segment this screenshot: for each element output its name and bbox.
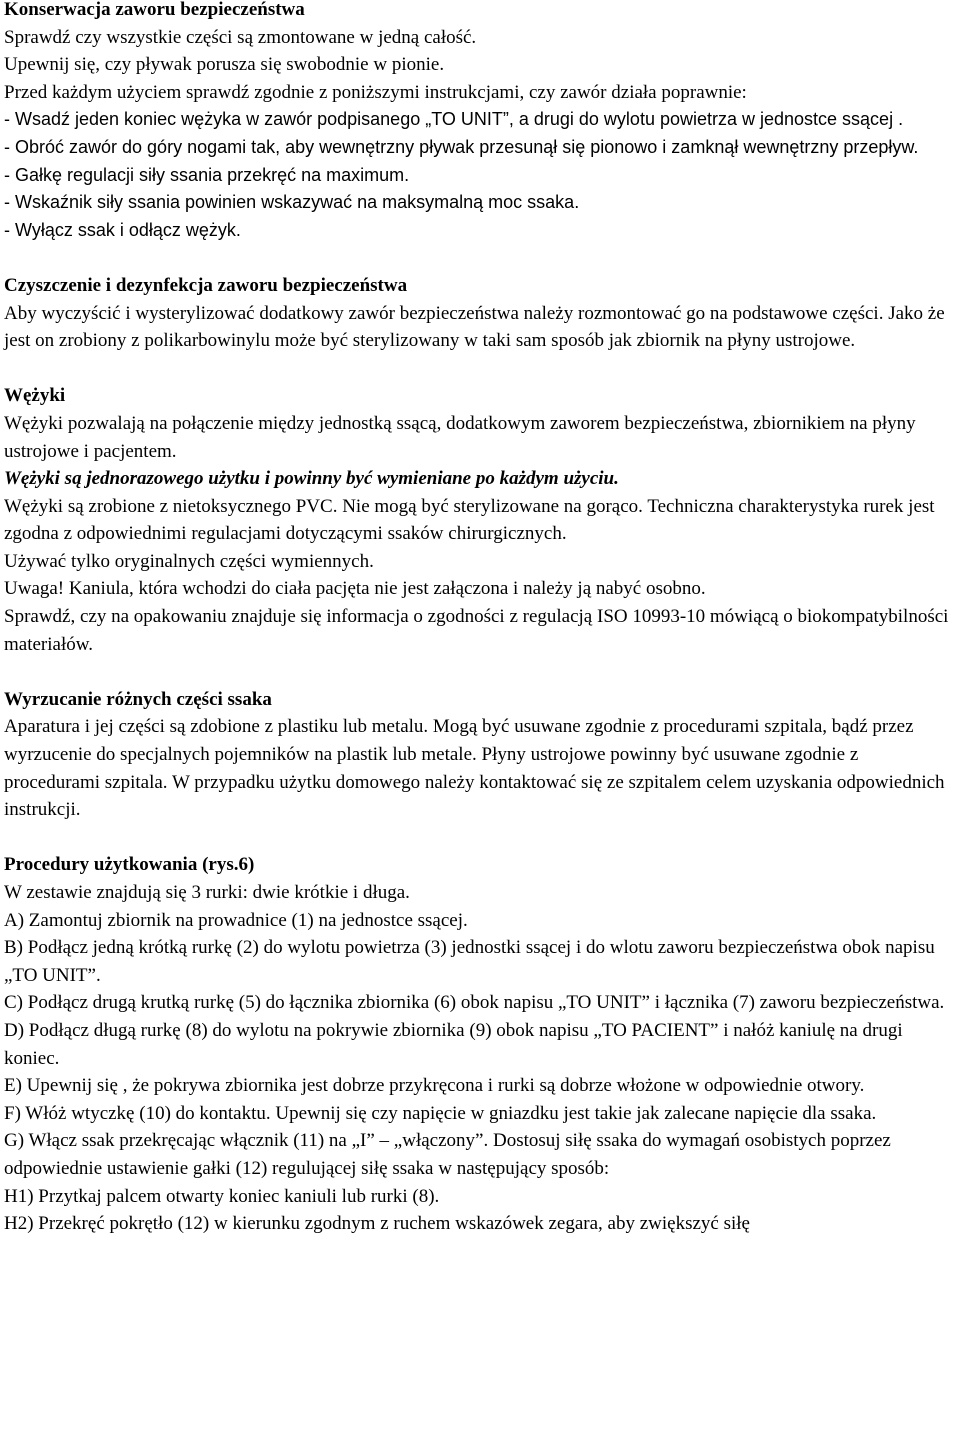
list-item: C) Podłącz drugą krutką rurkę (5) do łącznika zbiornika (6) obok napisu „TO UNIT” i łącznika (7) zaworu bezpieczeństwa. [4,992,945,1014]
paragraph-gap [4,244,954,272]
paragraph-gap [4,355,954,383]
section-czyszczenie [4,272,954,355]
list-item: A) Zamontuj zbiornik na prowadnice (1) na jednostce ssącej. [4,909,468,931]
paragraph-gap [4,824,954,852]
section-heading: Wężyki [4,385,66,407]
list-item: D) Podłącz długą rurkę (8) do wylotu na pokrywie zbiornika (9) obok napisu „TO PACIENT” i nałóż kaniulę na drugi koniec. [4,1019,903,1069]
paragraph: Wężyki są zrobione z nietoksycznego PVC. Nie mogą być sterylizowane na gorąco. Techniczna charakterystyka rurek jest zgodna z odpowiednimi regulacjami dotyczącymi ssaków chirurgicznych. [4,495,935,545]
text-line: - Obróć zawór do góry nogami tak, aby wewnętrzny pływak przesunął się pionowo i zamknął wewnętrzny przepływ. [4,136,919,157]
list-item: F) Włóż wtyczkę (10) do kontaktu. Upewnij się czy napięcie w gniazdku jest takie jak zalecane napięcie dla ssaka. [4,1102,877,1124]
section-heading: Czyszczenie i dezynfekcja zaworu bezpieczeństwa [4,274,408,296]
list-item: H2) Przekręć pokrętło (12) w kierunku zgodnym z ruchem wskazówek zegara, aby zwiększyć siłę [4,1213,750,1235]
section-wezyki [4,382,954,658]
text-line: Sprawdź czy wszystkie części są zmontowane w jedną całość. [4,26,477,48]
text-line: - Wskaźnik siły ssania powinien wskazywać na maksymalną moc ssaka. [4,192,580,213]
section-heading: Wyrzucanie różnych części ssaka [4,688,272,710]
list-item: W zestawie znajdują się 3 rurki: dwie krótkie i długa. [4,882,410,903]
paragraph-gap [4,658,954,686]
list-item: E) Upewnij się , że pokrywa zbiornika jest dobrze przykręcona i rurki są dobrze włożone w odpowiednie otwory. [4,1075,865,1097]
paragraph: Wężyki pozwalają na połączenie między jednostką ssącą, dodatkowym zaworem bezpieczeństwa, zbiornikiem na płyny ustrojowe i pacjentem. [4,412,916,462]
section-wyrzucanie [4,686,954,824]
section-procedury [4,851,954,1237]
section-heading: Konserwacja zaworu bezpieczeństwa [4,0,305,20]
section-heading: Procedury użytkowania (rys.6) [4,854,255,876]
paragraph: Sprawdź, czy na opakowaniu znajduje się informacja o zgodności z regulacją ISO 10993-10 mówiącą o biokompatybilności materiałów. [4,606,949,655]
text-line: Przed każdym użyciem sprawdź zgodnie z poniższymi instrukcjami, czy zawór działa poprawnie: [4,81,747,103]
text-line: Upewnij się, czy pływak porusza się swobodnie w pionie. [4,54,445,76]
paragraph: Używać tylko oryginalnych części wymiennych. [4,550,374,572]
text-line: - Gałkę regulacji siły ssania przekręć na maximum. [4,164,410,185]
text-line: - Wyłącz ssak i odłącz wężyk. [4,219,241,240]
list-item: H1) Przytkaj palcem otwarty koniec kaniuli lub rurki (8). [4,1185,440,1207]
paragraph: Aparatura i jej części są zdobione z plastiku lub metalu. Mogą być usuwane zgodnie z procedurami szpitala, bądź przez wyrzucenie do specjalnych pojemników na plastik lub metale. Płyny ustrojowe powinny być usuwane zgodnie z procedurami szpitala. W przypadku użytku domowego należy kontaktować się ze szpitalem celem uzyskania odpowiednich instrukcji. [4,716,945,821]
list-item: G) Włącz ssak przekręcając włącznik (11) na „I” – „włączony”. Dostosuj siłę ssaka do wymagań osobistych poprzez odpowiednie ustawienie gałki (12) regulującej siłę ssaka w następujący sposób: [4,1130,891,1179]
paragraph: Uwaga! Kaniula, która wchodzi do ciała pacjęta nie jest załączona i należy ją nabyć osobno. [4,578,706,600]
text-line: - Wsadź jeden koniec wężyka w zawór podpisanego „TO UNIT”, a drugi do wylotu powietrza w jednostce ssącej . [4,109,904,130]
list-item: B) Podłącz jedną krótką rurkę (2) do wylotu powietrza (3) jednostki ssącej i do wlotu zaworu bezpieczeństwa obok napisu „TO UNIT”. [4,937,935,986]
paragraph: Aby wyczyścić i wysterylizować dodatkowy zawór bezpieczeństwa należy rozmontować go na podstawowe części. Jako że jest on zrobiony z polikarbowinylu może być sterylizowany w taki sam sposób jak zbiornik na płyny ustrojowe. [4,302,945,352]
section-konserwacja [4,0,954,244]
emphasis-text: Wężyki są jednorazowego użytku i powinny być wymieniane po każdym użyciu. [4,468,619,490]
